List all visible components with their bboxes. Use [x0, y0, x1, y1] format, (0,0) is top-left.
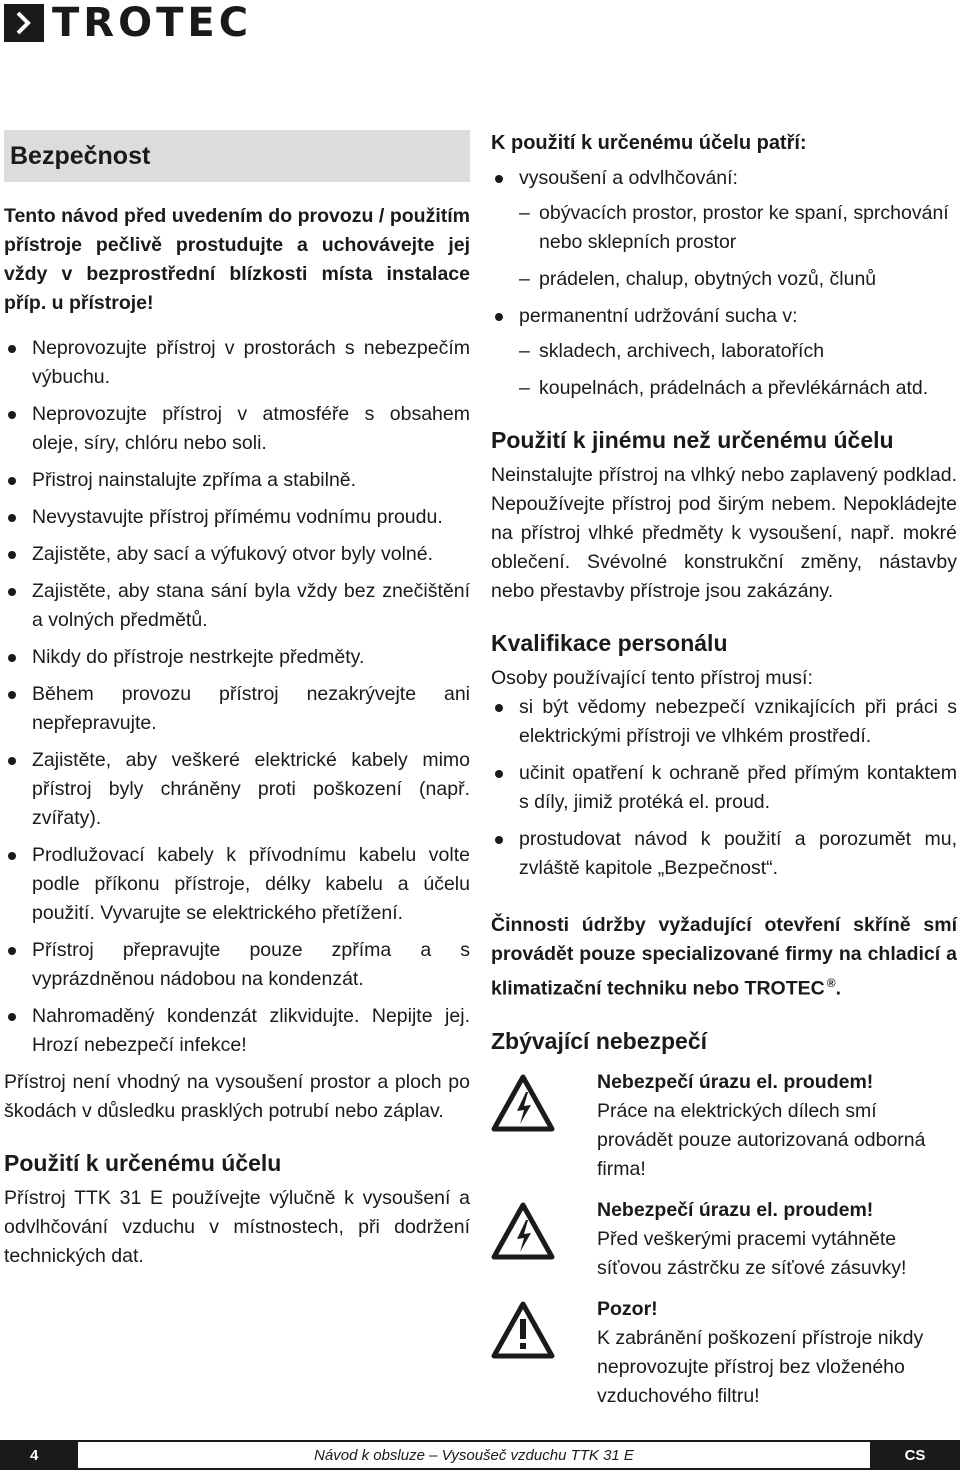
list-item: Přístroj přepravujte pouze zpříma a s vyprázdněnou nádobou na kondenzát.	[4, 936, 470, 994]
trotec-logo	[4, 0, 253, 46]
hazard-item	[491, 1295, 957, 1411]
page-footer	[0, 1440, 960, 1470]
misuse-text: Neinstalujte přístroj na vlhký nebo zaplavený podklad. Nepoužívejte přístroj pod širým nebem. Nepokládejte na přístroj vlhké předměty k vysoušení, např. mokré oblečení. Svévolné konstrukční změny, nástavby nebo přestavby přístroje jsou zakázány.	[491, 464, 957, 602]
list-item: vysoušení a odvlhčování:	[491, 164, 957, 193]
maintenance-note	[491, 911, 957, 1004]
list-item: Prodlužovací kabely k přívodnímu kabelu volte podle příkonu přístroje, délky kabelu a účelu použití. Vyvarujte se elektrického přetížení.	[4, 841, 470, 928]
list-item: Přistroj nainstalujte zpříma a stabilně.	[4, 466, 470, 495]
logo-text: TROTEC	[52, 0, 253, 46]
list-item: Neprovozujte přístroj v prostorách s nebezpečím výbuchu.	[4, 334, 470, 392]
list-item: Zajistěte, aby sací a výfukový otvor byly volné.	[4, 540, 470, 569]
electric-hazard-icon	[491, 1196, 597, 1283]
list-item: si být vědomy nebezpečí vznikajících při práci s elektrickými přístroji ve vlhkém prostředí.	[491, 693, 957, 751]
hazard-title: Nebezpečí úrazu el. proudem!	[597, 1070, 874, 1093]
list-item: Během provozu přístroj nezakrývejte ani nepřepravujte.	[4, 680, 470, 738]
dash-list	[491, 199, 957, 294]
section-heading-intended-use: Použití k určenému účelu	[4, 1150, 282, 1176]
safety-bullet-list	[4, 334, 470, 1060]
hazard-text: Před veškerými pracemi vytáhněte síťovou zástrčku ze síťové zásuvky!	[597, 1227, 907, 1279]
list-item: Nevystavujte přístroj přímému vodnímu proudu.	[4, 503, 470, 532]
section-heading-safety: Bezpečnost	[4, 130, 470, 182]
intended-use-list	[491, 164, 957, 193]
language-code: CS	[870, 1442, 960, 1468]
intended-use-list	[491, 302, 957, 331]
page-number: 4	[0, 1442, 78, 1468]
intended-use-list-heading: K použití k určenému účelu patří:	[491, 132, 807, 154]
dash-list	[491, 337, 957, 403]
list-item: Nikdy do přístroje nestrkejte předměty.	[4, 643, 470, 672]
list-item: – obývacích prostor, prostor ke spaní, sprchování nebo sklepních prostor	[491, 199, 957, 257]
hazard-item	[491, 1068, 957, 1184]
section-heading-qualification: Kvalifikace personálu	[491, 630, 728, 656]
list-item: Nahromaděný kondenzát zlikvidujte. Nepijte jej. Hrozí nebezpečí infekce!	[4, 1002, 470, 1060]
electric-hazard-icon	[491, 1068, 597, 1184]
list-item: Neprovozujte přístroj v atmosféře s obsahem oleje, síry, chlóru nebo soli.	[4, 400, 470, 458]
right-column	[491, 128, 957, 1411]
list-item: permanentní udržování sucha v:	[491, 302, 957, 331]
maintenance-end: .	[835, 977, 841, 1000]
hazard-item	[491, 1196, 957, 1283]
list-item: – prádelen, chalup, obytných vozů, člunů	[491, 265, 957, 294]
hazard-text: K zabránění poškození přístroje nikdy neprovozujte přístroj bez vloženého vzduchového filtru!	[597, 1326, 924, 1407]
list-item: učinit opatření k ochraně před přímým kontaktem s díly, jimiž protéká el. proud.	[491, 759, 957, 817]
section-heading-misuse: Použití k jinému než určenému účelu	[491, 427, 894, 453]
list-item: Zajistěte, aby veškeré elektrické kabely mimo přístroj byly chráněny proti poškození (např. zvířaty).	[4, 746, 470, 833]
section-heading-residual-risks: Zbývající nebezpečí	[491, 1027, 708, 1054]
hazard-title: Nebezpečí úrazu el. proudem!	[597, 1198, 874, 1221]
qualification-intro: Osoby používající tento přístroj musí:	[491, 667, 813, 689]
registered-mark: ®	[826, 976, 836, 990]
qualification-list	[491, 693, 957, 883]
list-item: prostudovat návod k použití a porozumět mu, zvláště kapitole „Bezpečnost“.	[491, 825, 957, 883]
unsuitable-note: Přístroj není vhodný na vysoušení prostor a ploch po škodách v důsledku prasklých potrubí nebo záplav.	[4, 1071, 470, 1122]
hazard-text: Práce na elektrických dílech smí provádět pouze autorizovaná odborná firma!	[597, 1099, 926, 1180]
list-item: – koupelnách, prádelnách a převlékárnách atd.	[491, 374, 957, 403]
hazard-title: Pozor!	[597, 1297, 658, 1320]
list-item: – skladech, archivech, laboratořích	[491, 337, 957, 366]
list-item: Zajistěte, aby stana sání byla vždy bez znečištění a volných předmětů.	[4, 577, 470, 635]
warning-icon	[491, 1295, 597, 1411]
intended-use-text: Přístroj TTK 31 E používejte výlučně k vysoušení a odvlhčování vzduchu v místnostech, při dodržení technických dat.	[4, 1187, 470, 1267]
safety-intro: Tento návod před uvedením do provozu / použitím přístroje pečlivě prostudujte a uchovávejte jej vždy v bezprostřední blízkosti místa instalace příp. u přístroje!	[4, 205, 470, 314]
footer-title: Návod k obsluze – Vysoušeč vzduchu TTK 31 E	[314, 1446, 634, 1464]
chevron-right-icon	[4, 4, 44, 42]
left-column	[4, 128, 470, 1271]
maintenance-text: Činnosti údržby vyžadující otevření skříně smí provádět pouze specializované firmy na chladicí a klimatizační techniku nebo TROTEC	[491, 914, 957, 1000]
